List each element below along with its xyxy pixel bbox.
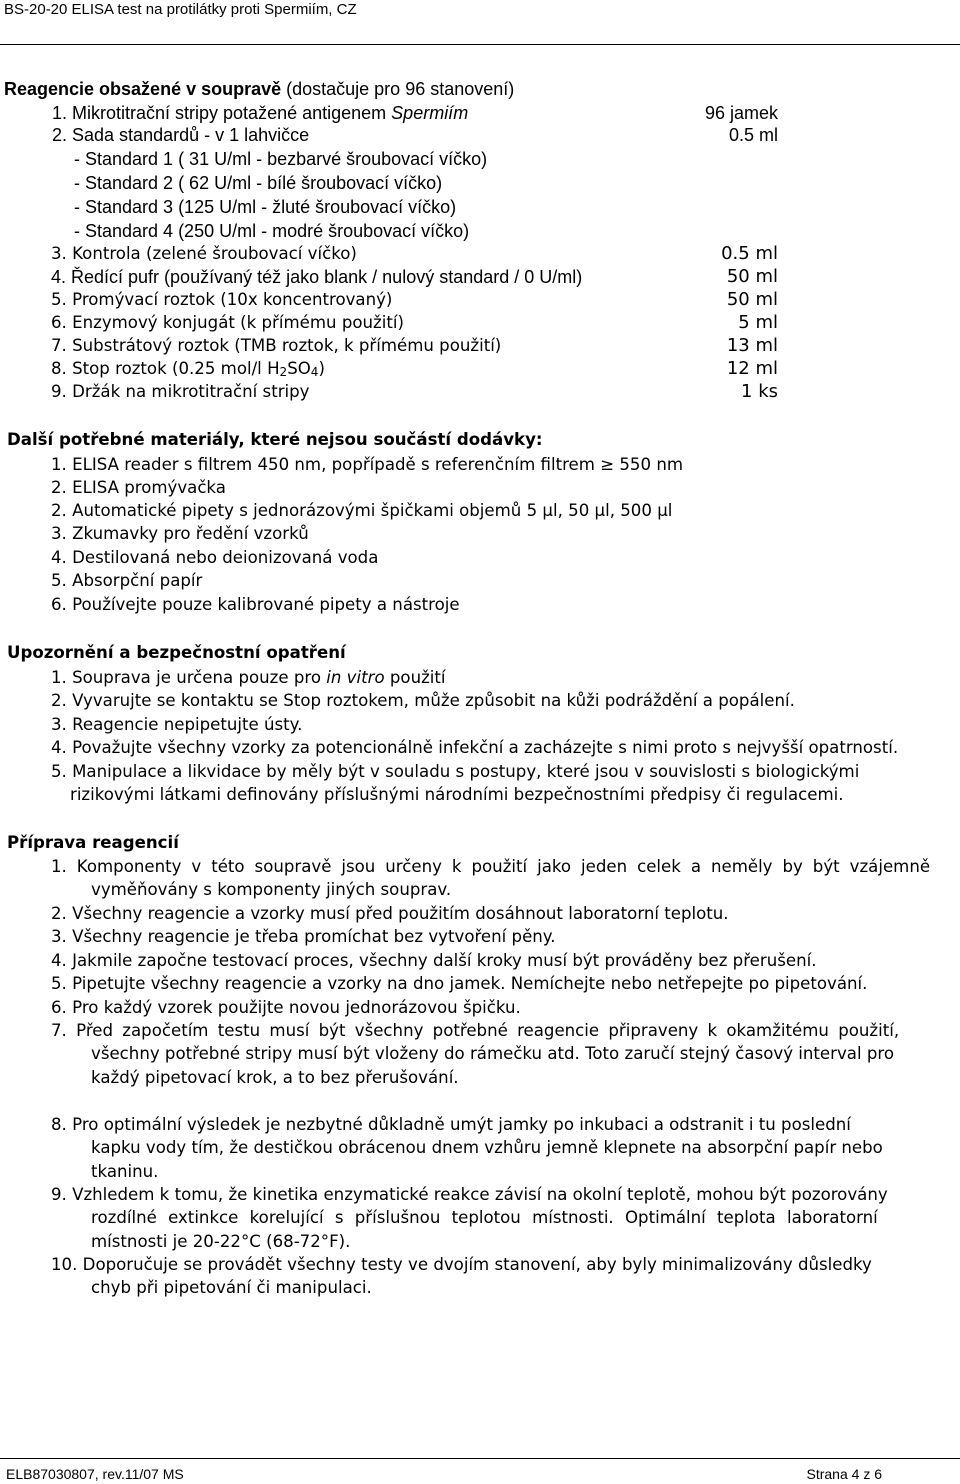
prep-item: 9. Vzhledem k tomu, že kinetika enzymatické reakce závisí na okolní teplotě, mohou být pozorovány [51,1185,888,1204]
prep-heading: Příprava reagencií [7,833,179,852]
prep-item-continuation: místnosti je 20-22°C (68-72°F). [91,1232,351,1251]
reagents-heading [4,78,514,100]
prep-item-continuation: všechny potřebné stripy musí být vloženy do rámečku atd. Toto zaručí stejný časový interval pro [91,1044,894,1063]
prep-item: 2. Všechny reagencie a vzorky musí před použitím dosáhnout laboratorní teplotu. [51,904,729,923]
spermiim-italic: Spermiím [391,103,469,123]
material-item: 3. Zkumavky pro ředění vzorků [51,524,309,543]
reagent-item-5-amount: 50 ml [726,289,778,310]
material-item: 1. ELISA reader s filtrem 450 nm, popřípadě s referenčním filtrem ≥ 550 nm [51,455,684,474]
safety-item-continuation: rizikovými látkami definovány příslušnými národními bezpečnostními předpisy či regulacemi. [70,785,844,804]
reagent-item-4: 4. Ředící pufr (používaný též jako blank / nulový standard / 0 U/ml) [51,267,583,287]
reagent-item-3-amount: 0.5 ml [721,243,778,264]
footer-page-number: Strana 4 z 6 [806,1466,882,1482]
document-header: BS-20-20 ELISA test na protilátky proti Spermiím, CZ [4,1,357,18]
reagent-item-1: 1. Mikrotitrační stripy potažené antigenem Spermiím [52,103,469,123]
prep-item: 5. Pipetujte všechny reagencie a vzorky na dno jamek. Nemíchejte nebo netřepejte po pipetování. [51,974,868,993]
reagent-item-7: 7. Substrátový roztok (TMB roztok, k přímému použití) [51,336,502,355]
prep-item: 4. Jakmile započne testovací proces, všechny další kroky musí být prováděny bez přerušení. [51,951,817,970]
reagent-item-6: 6. Enzymový konjugát (k přímému použití) [51,313,404,332]
prep-item-continuation: vyměňovány s komponenty jiných souprav. [91,880,452,899]
reagent-item-3: 3. Kontrola (zelené šroubovací víčko) [51,244,357,263]
reagent-item-8: 8. Stop roztok (0.25 mol/l $H_2SO_4$) [51,359,325,379]
reagent-item-5: 5. Promývací roztok (10x koncentrovaný) [51,290,393,309]
prep-item: 7. Před započetím testu musí být všechny potřebné reagencie připraveny k okamžitému použití, [51,1021,900,1040]
reagents-heading-bold: Reagencie obsažené v soupravě [4,79,282,99]
reagent-item-7-amount: 13 ml [726,335,778,356]
safety-heading: Upozornění a bezpečnostní opatření [7,643,346,662]
reagent-item-9-amount: 1 ks [741,381,778,402]
reagent-item-2: 2. Sada standardů - v 1 lahvičce [52,125,310,145]
material-item: 4. Destilovaná nebo deionizovaná voda [51,548,379,567]
prep-item: 1. Komponenty v této soupravě jsou určeny k použití jako jeden celek a neměly by být vzájemně [51,857,931,876]
safety-item: 4. Považujte všechny vzorky za potencionálně infekční a zacházejte s nimi proto s nejvyšší opatrností. [51,738,899,757]
standard-1: - Standard 1 ( 31 U/ml - bezbarvé šroubovací víčko) [74,149,488,169]
reagent-item-2-amount: 0.5 ml [728,125,778,145]
reagents-heading-rest: (dostačuje pro 96 stanovení) [281,79,515,99]
safety-item: 2. Vyvarujte se kontaktu se Stop roztokem, může způsobit na kůži podráždění a popálení. [51,691,795,710]
prep-item: 3. Všechny reagencie je třeba promíchat bez vytvoření pěny. [51,927,556,946]
prep-item-continuation: rozdílné extinkce korelující s příslušnou teplotou místnosti. Optimální teplota laboratorní [91,1208,878,1227]
reagent-item-9: 9. Držák na mikrotitrační stripy [51,382,310,401]
reagent-item-1-amount: 96 jamek [704,103,778,123]
footer-doc-id: ELB87030807, rev.11/07 MS [6,1466,184,1482]
footer-divider [0,1458,960,1459]
prep-item: 10. Doporučuje se provádět všechny testy ve dvojím stanovení, aby byly minimalizovány důsledky [51,1255,872,1274]
header-divider [0,44,960,45]
safety-item: 3. Reagencie nepipetujte ústy. [51,715,303,734]
material-item: 6. Používejte pouze kalibrované pipety a nástroje [51,595,460,614]
prep-item-continuation: chyb při pipetování či manipulaci. [91,1278,372,1297]
material-item: 2. Automatické pipety s jednorázovými špičkami objemů 5 µl, 50 µl, 500 µl [51,501,673,520]
safety-item: 5. Manipulace a likvidace by měly být v souladu s postupy, které jsou v souvislosti s biologickými [51,762,860,781]
standard-3: - Standard 3 (125 U/ml - žluté šroubovací víčko) [74,197,457,217]
safety-item-1: 1. Souprava je určena pouze pro in vitro použití [51,668,446,687]
standard-4: - Standard 4 (250 U/ml - modré šroubovací víčko) [74,221,470,241]
prep-item-continuation: kapku vody tím, že destičkou obrácenou dnem vzhůru jemně klepnete na absorpční papír nebo [91,1138,883,1157]
reagent-item-6-amount: 5 ml [738,312,778,333]
reagent-item-4-amount: 50 ml [726,266,778,287]
in-vitro-italic: in vitro [326,668,385,687]
prep-item: 8. Pro optimální výsledek je nezbytné důkladně umýt jamky po inkubaci a odstranit i tu poslední [51,1115,851,1134]
material-item: 5. Absorpční papír [51,571,203,590]
standard-2: - Standard 2 ( 62 U/ml - bílé šroubovací víčko) [74,173,443,193]
prep-item-continuation: tkaninu. [91,1162,159,1181]
material-item: 2. ELISA promývačka [51,478,226,497]
reagent-item-8-amount: 12 ml [726,358,778,379]
prep-item-continuation: každý pipetovací krok, a to bez přerušování. [91,1068,459,1087]
materials-heading: Další potřebné materiály, které nejsou součástí dodávky: [7,430,543,449]
prep-item: 6. Pro každý vzorek použijte novou jednorázovou špičku. [51,998,521,1017]
